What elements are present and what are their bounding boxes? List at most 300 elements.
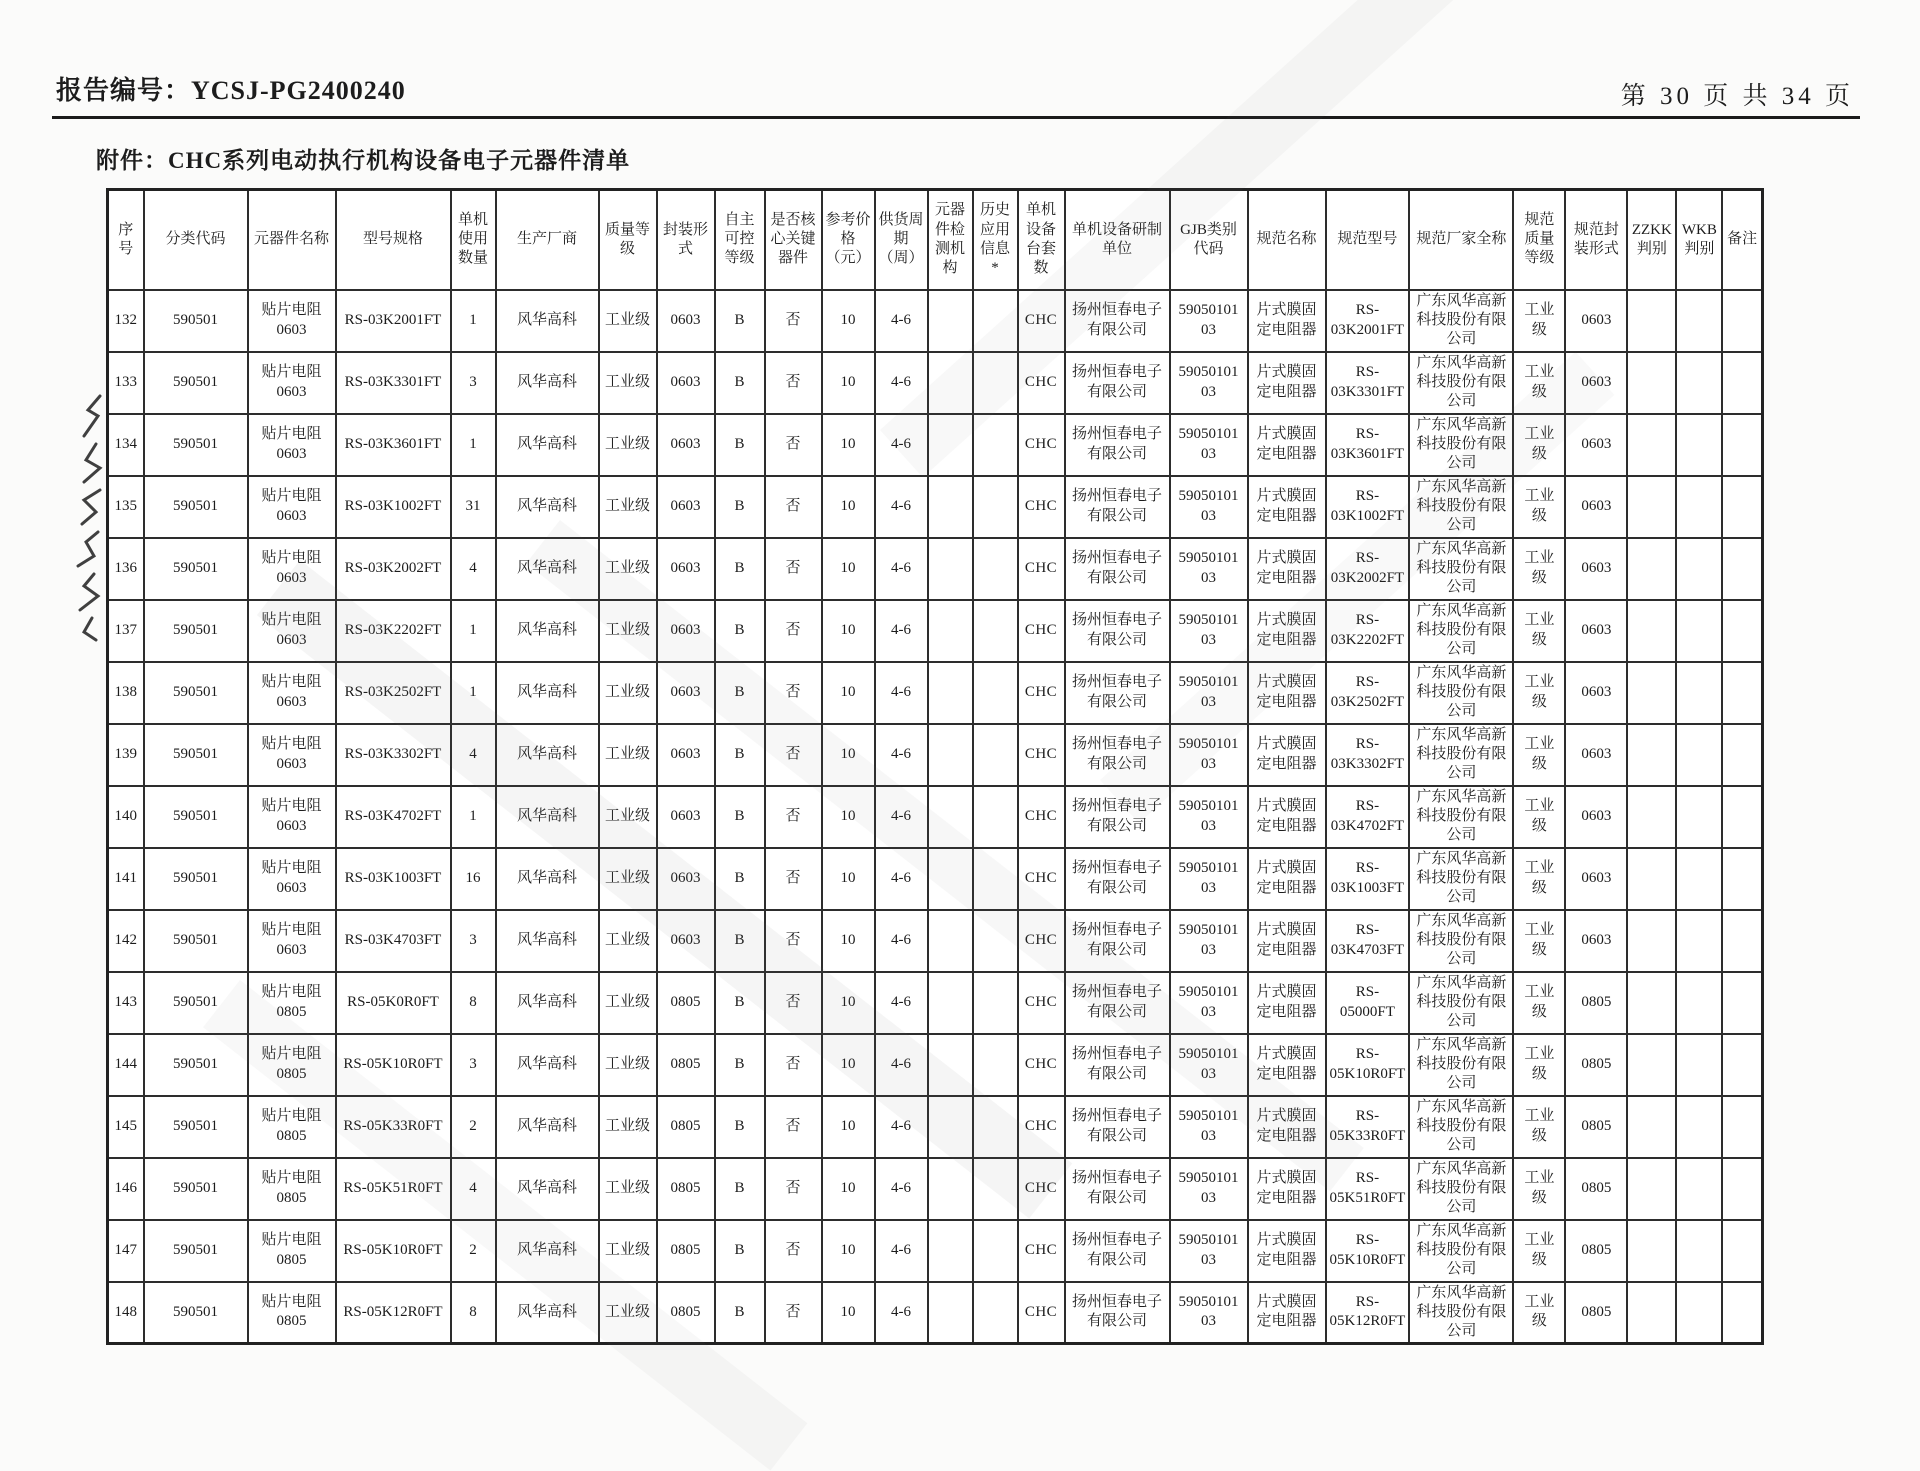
cell-spec_grade: 工业级 — [1513, 290, 1565, 352]
column-header-spec_model: 规范型号 — [1326, 190, 1410, 290]
table-row — [108, 1282, 1763, 1344]
cell-cycle: 4-6 — [875, 786, 928, 848]
cell-mfr: 风华高科 — [496, 786, 599, 848]
cell-spec_pkg: 0603 — [1565, 786, 1627, 848]
cell-price: 10 — [822, 600, 875, 662]
cell-spec_model: RS-03K2002FT — [1326, 538, 1410, 600]
cell-spec_model: RS-05K51R0FT — [1326, 1158, 1410, 1220]
cell-sets: CHC — [1018, 1282, 1065, 1344]
cell-note — [1722, 1096, 1762, 1158]
cell-grade: 工业级 — [599, 848, 657, 910]
cell-spec_model: RS-05000FT — [1326, 972, 1410, 1034]
cell-wkb — [1676, 414, 1722, 476]
cell-model: RS-05K51R0FT — [336, 1158, 451, 1220]
cell-test_org — [928, 352, 973, 414]
column-header-name: 元器件名称 — [248, 190, 336, 290]
column-header-history: 历史应用信息* — [973, 190, 1018, 290]
cell-spec_pkg: 0603 — [1565, 476, 1627, 538]
table-row — [108, 848, 1763, 910]
cell-spec_model: RS-05K10R0FT — [1326, 1034, 1410, 1096]
cell-class_code: 590501 — [144, 786, 248, 848]
cell-name: 贴片电阻 0805 — [248, 972, 336, 1034]
cell-core: 否 — [765, 662, 822, 724]
cell-spec_model: RS-03K1003FT — [1326, 848, 1410, 910]
cell-grade: 工业级 — [599, 1158, 657, 1220]
cell-core: 否 — [765, 414, 822, 476]
cell-class_code: 590501 — [144, 1158, 248, 1220]
cell-spec_name: 片式膜固定电阻器 — [1248, 1096, 1326, 1158]
cell-spec_pkg: 0603 — [1565, 910, 1627, 972]
cell-test_org — [928, 600, 973, 662]
cell-spec_grade: 工业级 — [1513, 724, 1565, 786]
cell-sets: CHC — [1018, 1034, 1065, 1096]
cell-wkb — [1676, 848, 1722, 910]
cell-spec_grade: 工业级 — [1513, 848, 1565, 910]
cell-gjb: 59050101 03 — [1170, 290, 1248, 352]
cell-spec_grade: 工业级 — [1513, 1282, 1565, 1344]
cell-qty: 8 — [451, 1282, 496, 1344]
column-header-spec_pkg: 规范封装形式 — [1565, 190, 1627, 290]
cell-core: 否 — [765, 600, 822, 662]
cell-spec_name: 片式膜固定电阻器 — [1248, 910, 1326, 972]
cell-sets: CHC — [1018, 476, 1065, 538]
cell-note — [1722, 910, 1762, 972]
cell-no: 143 — [108, 972, 144, 1034]
cell-wkb — [1676, 972, 1722, 1034]
cell-spec_mfr: 广东风华高新科技股份有限公司 — [1409, 600, 1513, 662]
table-row — [108, 1034, 1763, 1096]
cell-class_code: 590501 — [144, 1282, 248, 1344]
table-row — [108, 538, 1763, 600]
cell-gjb: 59050101 03 — [1170, 662, 1248, 724]
cell-pkg: 0603 — [657, 724, 715, 786]
cell-history — [973, 910, 1018, 972]
cell-core: 否 — [765, 1034, 822, 1096]
cell-spec_name: 片式膜固定电阻器 — [1248, 600, 1326, 662]
cell-spec_pkg: 0603 — [1565, 290, 1627, 352]
cell-pkg: 0603 — [657, 662, 715, 724]
cell-spec_pkg: 0805 — [1565, 1220, 1627, 1282]
cell-spec_grade: 工业级 — [1513, 1034, 1565, 1096]
cell-spec_grade: 工业级 — [1513, 786, 1565, 848]
cell-sets: CHC — [1018, 972, 1065, 1034]
table-head — [108, 190, 1763, 290]
cell-zzkk — [1627, 1220, 1676, 1282]
column-header-auto: 自主可控等级 — [715, 190, 765, 290]
cell-wkb — [1676, 1220, 1722, 1282]
cell-no: 148 — [108, 1282, 144, 1344]
cell-core: 否 — [765, 290, 822, 352]
cell-zzkk — [1627, 1282, 1676, 1344]
cell-spec_mfr: 广东风华高新科技股份有限公司 — [1409, 1220, 1513, 1282]
cell-gjb: 59050101 03 — [1170, 1282, 1248, 1344]
table-row — [108, 290, 1763, 352]
cell-spec_model: RS-05K10R0FT — [1326, 1220, 1410, 1282]
cell-test_org — [928, 1158, 973, 1220]
table-body — [108, 290, 1763, 1344]
cell-model: RS-03K2002FT — [336, 538, 451, 600]
cell-no: 134 — [108, 414, 144, 476]
cell-no: 141 — [108, 848, 144, 910]
cell-qty: 1 — [451, 786, 496, 848]
cell-test_org — [928, 476, 973, 538]
cell-model: RS-03K2502FT — [336, 662, 451, 724]
cell-auto: B — [715, 972, 765, 1034]
cell-dev_unit: 扬州恒春电子有限公司 — [1065, 910, 1170, 972]
cell-gjb: 59050101 03 — [1170, 476, 1248, 538]
cell-wkb — [1676, 1034, 1722, 1096]
cell-sets: CHC — [1018, 662, 1065, 724]
cell-name: 贴片电阻 0603 — [248, 476, 336, 538]
cell-zzkk — [1627, 352, 1676, 414]
cell-pkg: 0603 — [657, 476, 715, 538]
cell-spec_name: 片式膜固定电阻器 — [1248, 662, 1326, 724]
cell-grade: 工业级 — [599, 1220, 657, 1282]
cell-history — [973, 538, 1018, 600]
cell-grade: 工业级 — [599, 290, 657, 352]
cell-spec_model: RS-03K4703FT — [1326, 910, 1410, 972]
cell-sets: CHC — [1018, 600, 1065, 662]
cell-class_code: 590501 — [144, 1096, 248, 1158]
cell-spec_grade: 工业级 — [1513, 910, 1565, 972]
table-row — [108, 1096, 1763, 1158]
cell-name: 贴片电阻 0603 — [248, 724, 336, 786]
cell-name: 贴片电阻 0603 — [248, 600, 336, 662]
cell-class_code: 590501 — [144, 1034, 248, 1096]
cell-price: 10 — [822, 414, 875, 476]
cell-spec_pkg: 0603 — [1565, 414, 1627, 476]
cell-spec_mfr: 广东风华高新科技股份有限公司 — [1409, 414, 1513, 476]
cell-zzkk — [1627, 848, 1676, 910]
cell-note — [1722, 414, 1762, 476]
cell-cycle: 4-6 — [875, 1096, 928, 1158]
cell-name: 贴片电阻 0805 — [248, 1282, 336, 1344]
cell-spec_mfr: 广东风华高新科技股份有限公司 — [1409, 972, 1513, 1034]
cell-wkb — [1676, 1282, 1722, 1344]
cell-cycle: 4-6 — [875, 972, 928, 1034]
cell-pkg: 0603 — [657, 414, 715, 476]
cell-pkg: 0603 — [657, 600, 715, 662]
column-header-grade: 质量等级 — [599, 190, 657, 290]
cell-note — [1722, 476, 1762, 538]
cell-core: 否 — [765, 972, 822, 1034]
cell-dev_unit: 扬州恒春电子有限公司 — [1065, 1158, 1170, 1220]
cell-test_org — [928, 724, 973, 786]
cell-cycle: 4-6 — [875, 290, 928, 352]
cell-class_code: 590501 — [144, 1220, 248, 1282]
cell-zzkk — [1627, 1034, 1676, 1096]
table-row — [108, 1158, 1763, 1220]
cell-mfr: 风华高科 — [496, 352, 599, 414]
cell-model: RS-03K3302FT — [336, 724, 451, 786]
cell-class_code: 590501 — [144, 910, 248, 972]
cell-qty: 2 — [451, 1220, 496, 1282]
cell-grade: 工业级 — [599, 538, 657, 600]
cell-gjb: 59050101 03 — [1170, 352, 1248, 414]
column-header-core: 是否核心关键器件 — [765, 190, 822, 290]
cell-spec_grade: 工业级 — [1513, 476, 1565, 538]
cell-model: RS-03K4703FT — [336, 910, 451, 972]
cell-mfr: 风华高科 — [496, 972, 599, 1034]
column-header-cycle: 供货周期（周） — [875, 190, 928, 290]
cell-pkg: 0603 — [657, 290, 715, 352]
cell-dev_unit: 扬州恒春电子有限公司 — [1065, 1220, 1170, 1282]
cell-sets: CHC — [1018, 1096, 1065, 1158]
cell-core: 否 — [765, 1158, 822, 1220]
cell-sets: CHC — [1018, 1158, 1065, 1220]
cell-name: 贴片电阻 0805 — [248, 1220, 336, 1282]
cell-note — [1722, 352, 1762, 414]
cell-class_code: 590501 — [144, 290, 248, 352]
cell-spec_grade: 工业级 — [1513, 972, 1565, 1034]
cell-sets: CHC — [1018, 290, 1065, 352]
cell-model: RS-03K1003FT — [336, 848, 451, 910]
components-table — [106, 188, 1764, 1345]
cell-spec_pkg: 0603 — [1565, 538, 1627, 600]
cell-zzkk — [1627, 724, 1676, 786]
column-header-pkg: 封装形式 — [657, 190, 715, 290]
cell-spec_grade: 工业级 — [1513, 414, 1565, 476]
cell-pkg: 0805 — [657, 972, 715, 1034]
cell-spec_model: RS-05K33R0FT — [1326, 1096, 1410, 1158]
cell-history — [973, 786, 1018, 848]
cell-price: 10 — [822, 724, 875, 786]
cell-note — [1722, 724, 1762, 786]
cell-mfr: 风华高科 — [496, 910, 599, 972]
cell-qty: 1 — [451, 600, 496, 662]
cell-auto: B — [715, 414, 765, 476]
cell-spec_model: RS-03K1002FT — [1326, 476, 1410, 538]
cell-pkg: 0603 — [657, 910, 715, 972]
cell-zzkk — [1627, 290, 1676, 352]
cell-spec_mfr: 广东风华高新科技股份有限公司 — [1409, 848, 1513, 910]
cell-dev_unit: 扬州恒春电子有限公司 — [1065, 724, 1170, 786]
cell-core: 否 — [765, 910, 822, 972]
cell-auto: B — [715, 476, 765, 538]
cell-spec_pkg: 0603 — [1565, 352, 1627, 414]
cell-mfr: 风华高科 — [496, 414, 599, 476]
cell-qty: 16 — [451, 848, 496, 910]
cell-cycle: 4-6 — [875, 538, 928, 600]
table-row — [108, 1220, 1763, 1282]
cell-pkg: 0805 — [657, 1096, 715, 1158]
column-header-test_org: 元器件检测机构 — [928, 190, 973, 290]
cell-wkb — [1676, 1096, 1722, 1158]
cell-no: 147 — [108, 1220, 144, 1282]
cell-auto: B — [715, 1034, 765, 1096]
cell-model: RS-03K1002FT — [336, 476, 451, 538]
cell-mfr: 风华高科 — [496, 1034, 599, 1096]
cell-cycle: 4-6 — [875, 848, 928, 910]
cell-gjb: 59050101 03 — [1170, 1158, 1248, 1220]
cell-dev_unit: 扬州恒春电子有限公司 — [1065, 290, 1170, 352]
cell-test_org — [928, 290, 973, 352]
cell-spec_mfr: 广东风华高新科技股份有限公司 — [1409, 724, 1513, 786]
cell-class_code: 590501 — [144, 414, 248, 476]
cell-zzkk — [1627, 1158, 1676, 1220]
cell-model: RS-05K12R0FT — [336, 1282, 451, 1344]
cell-cycle: 4-6 — [875, 414, 928, 476]
cell-spec_grade: 工业级 — [1513, 1158, 1565, 1220]
cell-note — [1722, 1220, 1762, 1282]
cell-spec_pkg: 0603 — [1565, 600, 1627, 662]
cell-price: 10 — [822, 1282, 875, 1344]
table-row — [108, 352, 1763, 414]
cell-spec_mfr: 广东风华高新科技股份有限公司 — [1409, 786, 1513, 848]
cell-pkg: 0805 — [657, 1158, 715, 1220]
cell-price: 10 — [822, 1034, 875, 1096]
cell-cycle: 4-6 — [875, 1158, 928, 1220]
cell-no: 135 — [108, 476, 144, 538]
cell-name: 贴片电阻 0603 — [248, 290, 336, 352]
cell-dev_unit: 扬州恒春电子有限公司 — [1065, 662, 1170, 724]
cell-spec_pkg: 0805 — [1565, 1096, 1627, 1158]
cell-spec_name: 片式膜固定电阻器 — [1248, 1282, 1326, 1344]
cell-sets: CHC — [1018, 910, 1065, 972]
table-row — [108, 910, 1763, 972]
cell-dev_unit: 扬州恒春电子有限公司 — [1065, 414, 1170, 476]
cell-spec_grade: 工业级 — [1513, 1096, 1565, 1158]
cell-spec_pkg: 0603 — [1565, 848, 1627, 910]
cell-test_org — [928, 910, 973, 972]
cell-price: 10 — [822, 476, 875, 538]
cell-qty: 8 — [451, 972, 496, 1034]
cell-spec_mfr: 广东风华高新科技股份有限公司 — [1409, 352, 1513, 414]
cell-test_org — [928, 1282, 973, 1344]
cell-wkb — [1676, 910, 1722, 972]
cell-test_org — [928, 1220, 973, 1282]
cell-spec_mfr: 广东风华高新科技股份有限公司 — [1409, 1158, 1513, 1220]
cell-price: 10 — [822, 1220, 875, 1282]
cell-name: 贴片电阻 0603 — [248, 910, 336, 972]
cell-note — [1722, 290, 1762, 352]
cell-qty: 31 — [451, 476, 496, 538]
cell-no: 144 — [108, 1034, 144, 1096]
cell-spec_model: RS-03K2001FT — [1326, 290, 1410, 352]
cell-name: 贴片电阻 0603 — [248, 538, 336, 600]
cell-dev_unit: 扬州恒春电子有限公司 — [1065, 600, 1170, 662]
attachment-title: 附件：CHC系列电动执行机构设备电子元器件清单 — [96, 148, 631, 173]
cell-history — [973, 290, 1018, 352]
column-header-price: 参考价格（元） — [822, 190, 875, 290]
table-row — [108, 476, 1763, 538]
cell-class_code: 590501 — [144, 972, 248, 1034]
cell-qty: 4 — [451, 724, 496, 786]
cell-grade: 工业级 — [599, 1096, 657, 1158]
cell-grade: 工业级 — [599, 600, 657, 662]
cell-dev_unit: 扬州恒春电子有限公司 — [1065, 972, 1170, 1034]
cell-gjb: 59050101 03 — [1170, 972, 1248, 1034]
cell-history — [973, 724, 1018, 786]
cell-spec_pkg: 0805 — [1565, 1282, 1627, 1344]
cell-cycle: 4-6 — [875, 1282, 928, 1344]
cell-auto: B — [715, 848, 765, 910]
column-header-gjb: GJB类别代码 — [1170, 190, 1248, 290]
cell-grade: 工业级 — [599, 1282, 657, 1344]
cell-cycle: 4-6 — [875, 1034, 928, 1096]
cell-mfr: 风华高科 — [496, 662, 599, 724]
cell-test_org — [928, 1034, 973, 1096]
cell-history — [973, 972, 1018, 1034]
cell-core: 否 — [765, 476, 822, 538]
cell-auto: B — [715, 538, 765, 600]
cell-qty: 3 — [451, 1034, 496, 1096]
cell-core: 否 — [765, 848, 822, 910]
cell-sets: CHC — [1018, 414, 1065, 476]
cell-auto: B — [715, 290, 765, 352]
cell-gjb: 59050101 03 — [1170, 786, 1248, 848]
cell-sets: CHC — [1018, 724, 1065, 786]
cell-price: 10 — [822, 1158, 875, 1220]
column-header-zzkk: ZZKK判别 — [1627, 190, 1676, 290]
cell-model: RS-03K2001FT — [336, 290, 451, 352]
cell-core: 否 — [765, 1282, 822, 1344]
cell-sets: CHC — [1018, 538, 1065, 600]
cell-pkg: 0805 — [657, 1282, 715, 1344]
cell-spec_mfr: 广东风华高新科技股份有限公司 — [1409, 910, 1513, 972]
cell-zzkk — [1627, 600, 1676, 662]
cell-grade: 工业级 — [599, 910, 657, 972]
cell-test_org — [928, 786, 973, 848]
cell-name: 贴片电阻 0805 — [248, 1034, 336, 1096]
cell-cycle: 4-6 — [875, 910, 928, 972]
cell-gjb: 59050101 03 — [1170, 1096, 1248, 1158]
column-header-model: 型号规格 — [336, 190, 451, 290]
cell-zzkk — [1627, 476, 1676, 538]
cell-gjb: 59050101 03 — [1170, 724, 1248, 786]
cell-auto: B — [715, 600, 765, 662]
cell-model: RS-05K10R0FT — [336, 1034, 451, 1096]
cell-test_org — [928, 1096, 973, 1158]
cell-model: RS-03K4702FT — [336, 786, 451, 848]
cell-mfr: 风华高科 — [496, 1220, 599, 1282]
cell-no: 133 — [108, 352, 144, 414]
cell-grade: 工业级 — [599, 476, 657, 538]
cell-spec_grade: 工业级 — [1513, 1220, 1565, 1282]
column-header-spec_mfr: 规范厂家全称 — [1409, 190, 1513, 290]
cell-test_org — [928, 848, 973, 910]
cell-no: 145 — [108, 1096, 144, 1158]
cell-zzkk — [1627, 1096, 1676, 1158]
cell-spec_grade: 工业级 — [1513, 662, 1565, 724]
cell-name: 贴片电阻 0805 — [248, 1096, 336, 1158]
cell-pkg: 0805 — [657, 1034, 715, 1096]
cell-mfr: 风华高科 — [496, 290, 599, 352]
cell-sets: CHC — [1018, 786, 1065, 848]
cell-dev_unit: 扬州恒春电子有限公司 — [1065, 1282, 1170, 1344]
cell-history — [973, 600, 1018, 662]
cell-spec_name: 片式膜固定电阻器 — [1248, 476, 1326, 538]
cell-note — [1722, 848, 1762, 910]
cell-wkb — [1676, 1158, 1722, 1220]
cell-name: 贴片电阻 0603 — [248, 848, 336, 910]
cell-spec_name: 片式膜固定电阻器 — [1248, 352, 1326, 414]
cell-wkb — [1676, 352, 1722, 414]
cell-sets: CHC — [1018, 848, 1065, 910]
column-header-note: 备注 — [1722, 190, 1762, 290]
cell-no: 146 — [108, 1158, 144, 1220]
report-number: 报告编号：YCSJ-PG2400240 — [56, 76, 406, 105]
cell-history — [973, 848, 1018, 910]
cell-spec_grade: 工业级 — [1513, 352, 1565, 414]
cell-gjb: 59050101 03 — [1170, 1034, 1248, 1096]
cell-wkb — [1676, 662, 1722, 724]
cell-pkg: 0603 — [657, 786, 715, 848]
column-header-no: 序号 — [108, 190, 144, 290]
cell-auto: B — [715, 1220, 765, 1282]
cell-note — [1722, 1282, 1762, 1344]
cell-spec_name: 片式膜固定电阻器 — [1248, 1220, 1326, 1282]
